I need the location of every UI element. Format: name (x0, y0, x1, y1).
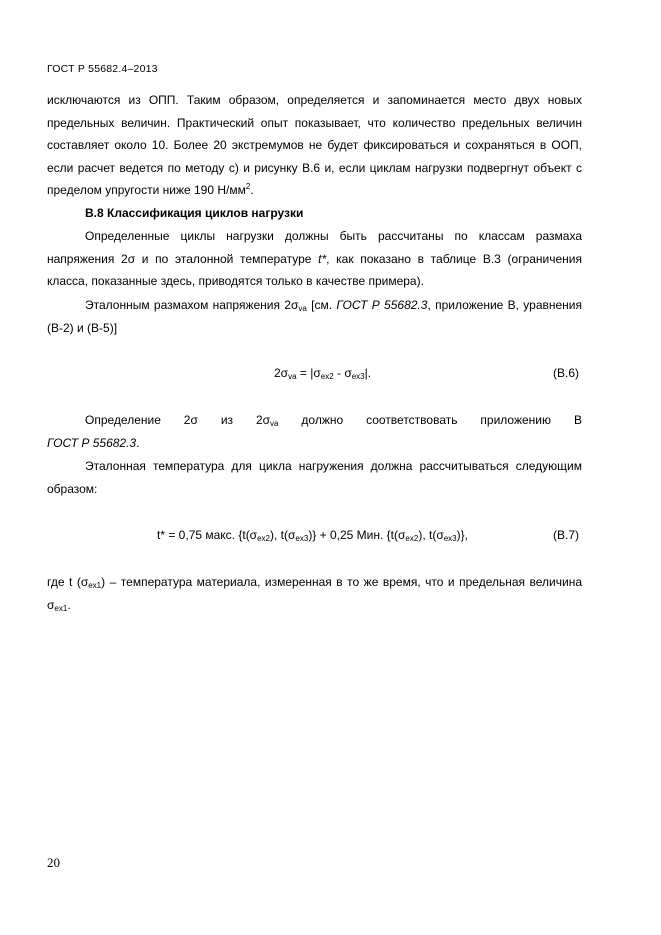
paragraph-1 (47, 89, 582, 202)
p6-sub1: ex1 (88, 581, 102, 590)
eq-b7-d-sub: ex3 (443, 534, 457, 543)
document-header: ГОСТ Р 55682.4–2013 (47, 63, 158, 75)
paragraph-2-italic: t* (318, 251, 327, 266)
paragraph-2 (47, 225, 582, 293)
p4-w4-sub: va (270, 419, 279, 428)
paragraph-6 (47, 571, 582, 616)
p4-word: В (573, 413, 582, 427)
section-title: В.8 Классификация циклов нагрузки (85, 206, 304, 220)
eq-b6-b-sub: ex2 (320, 372, 334, 381)
equation-b7-number: (В.7) (553, 528, 580, 542)
p6-end: . (67, 597, 71, 612)
superscript: 2 (245, 182, 251, 191)
eq-b6-c-sub: ex3 (351, 372, 365, 381)
eq-b7-a: t* = 0,75 макс. {t(σ (157, 528, 258, 542)
eq-b6-d: |. (364, 366, 372, 380)
p4-word: соответствовать (366, 413, 458, 427)
p6-sub2: ex1 (54, 603, 68, 613)
eq-b7-e: )}, (456, 528, 468, 542)
paragraph-3 (47, 294, 582, 339)
p6-part1: где t (σ (47, 575, 89, 589)
eq-b7-b: ), t(σ (270, 528, 296, 542)
p4-word: должно (301, 413, 344, 427)
paragraph-3-part2: [см. (306, 298, 337, 312)
p4-w4: 2σ (255, 413, 271, 427)
equation-b7 (157, 528, 468, 542)
paragraph-4-line1 (47, 409, 582, 432)
eq-b6-a-sub: va (288, 372, 297, 381)
eq-b7-b-sub: ex3 (295, 534, 309, 543)
paragraph-3-italic: ГОСТ Р 55682.3 (336, 298, 428, 312)
page-number: 20 (47, 855, 60, 870)
equation-b6 (274, 366, 371, 380)
paragraph-4 (47, 409, 582, 454)
eq-b7-d: ), t(σ (418, 528, 444, 542)
p4-word: 2σ (183, 413, 198, 427)
paragraph-2-part1: Определенные циклы нагрузки должны быть рассчитаны по классам размаха напряжения 2σ и по эталонной температуре (47, 229, 582, 266)
eq-b7-c: )} + 0,25 Мин. {t(σ (308, 528, 406, 542)
paragraph-3-part3: , приложение В, уравнения (В-2) и (В-5)] (47, 298, 582, 335)
paragraph-3-part1: Эталонным размахом напряжения 2σ (85, 298, 299, 312)
eq-b7-a-sub: ex2 (257, 534, 270, 543)
eq-b6-a: 2σ (274, 366, 289, 380)
p4-italic: ГОСТ Р 55682.3 (47, 435, 137, 450)
p4-word: приложению (480, 413, 552, 427)
eq-b7-c-sub: ex2 (405, 534, 419, 543)
eq-b6-b: = |σ (296, 366, 321, 380)
paragraph-5: Эталонная температура для цикла нагружения должна рассчитываться следующим образом: (47, 459, 582, 496)
eq-b6-c: - σ (333, 366, 352, 380)
p4-end: . (136, 435, 140, 450)
paragraph-2-part2: , как показано в таблице В.3 (ограничения класса, показанные здесь, приводятся только в качестве примера). (47, 251, 583, 288)
paragraph-1-text: исключаются из ОПП. Таким образом, определяется и запоминается место двух новых предельных величин. Практический опыт показывает, что количество предельных величин составляет около 10. Более 20 экстремумов не будет фиксироваться и сохраняться в ООП, если расчет ведется по методу с) и рисунку В.6 и, если циклам нагрузки подвергнут объект с пределом упругости ниже 190 Н/мм (47, 93, 582, 197)
p4-word: из (220, 413, 234, 427)
paragraph-1-end: . (250, 183, 254, 197)
p4-word (256, 409, 279, 432)
p4-word: Определение (85, 413, 161, 427)
subscript: va (298, 304, 307, 313)
paragraph-4-line2 (47, 432, 582, 455)
equation-b6-number: (В.6) (553, 366, 580, 380)
p6-part2: ) – температура материала, измеренная в то же время, что и предельная величина σ (47, 575, 583, 612)
